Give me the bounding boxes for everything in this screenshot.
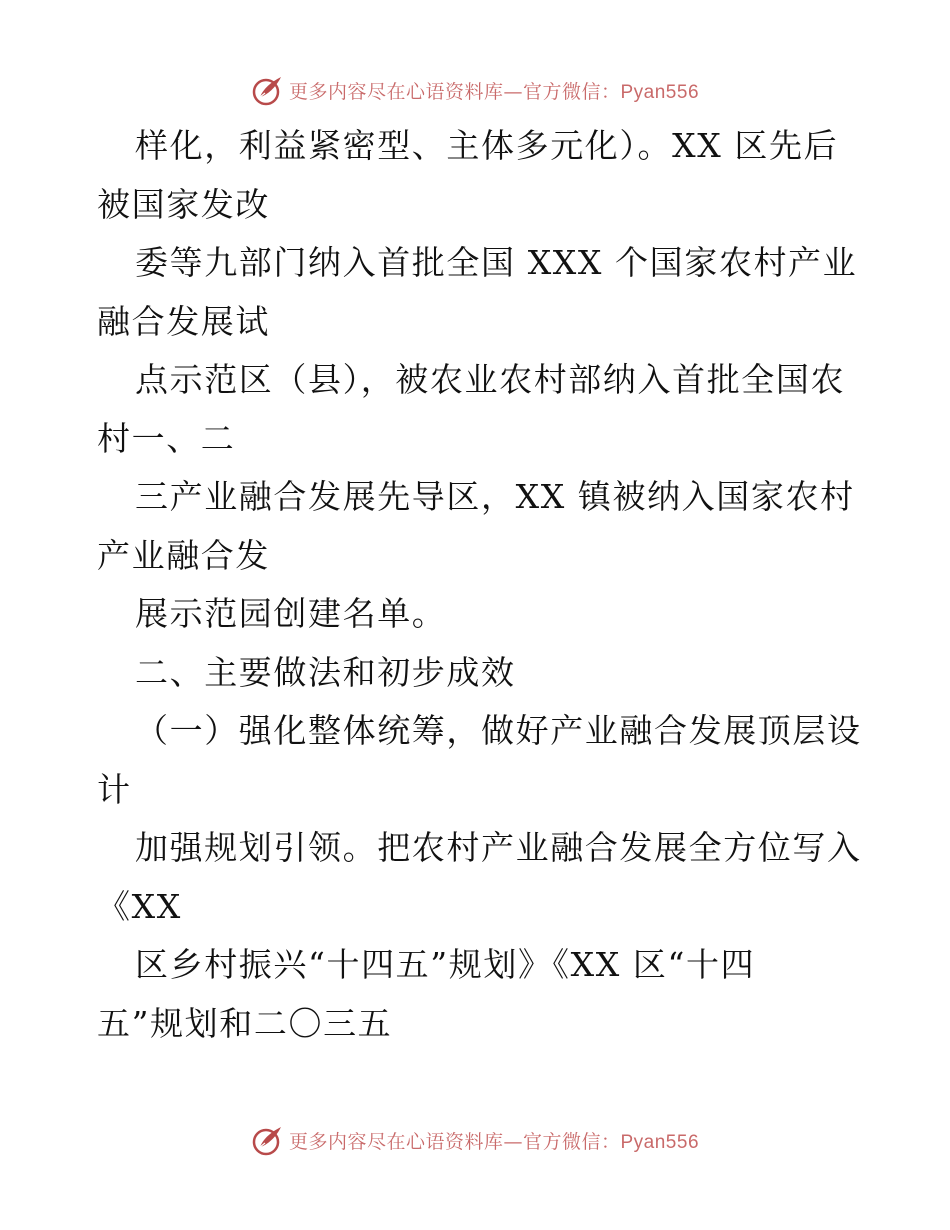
text-line: 委等九部门纳入首批全国 XXX 个国家农村产业 [135,243,858,282]
text-line: 被国家发改 [97,184,270,224]
quill-logo-icon [251,1123,285,1157]
text-line: 五”规划和二〇三五 [97,1003,393,1043]
text-line: 区乡村振兴“十四五”规划》《XX 区“十四 [135,945,756,984]
quill-logo-icon [251,73,285,107]
watermark-text: 更多内容尽在心语资料库—官方微信：Pyan556 [288,1130,700,1153]
text-line: 村一、二 [97,418,236,458]
text-line: 点示范区（县），被农业农村部纳入首批全国农 [135,360,846,399]
text-line: （一）强化整体统筹，做好产业融合发展顶层设 [135,711,862,750]
watermark-wechat-id: Pyan556 [620,1131,700,1153]
watermark-text: 更多内容尽在心语资料库—官方微信：Pyan556 [288,80,700,103]
text-line: 样化，利益紧密型、主体多元化）。XX 区先后 [135,126,839,165]
text-line: 展示范园创建名单。 [135,594,447,633]
watermark-wechat-id: Pyan556 [620,81,700,103]
text-line: 《XX [97,886,182,926]
footer-watermark [0,1120,950,1160]
text-line: 计 [97,769,132,809]
text-line: 加强规划引领。把农村产业融合发展全方位写入 [135,828,862,867]
document-body [97,117,867,1053]
text-line: 三产业融合发展先导区，XX 镇被纳入国家农村 [135,477,855,516]
text-line: 融合发展试 [97,301,270,341]
header-watermark [0,70,950,110]
text-line: 产业融合发 [97,535,270,575]
text-line: 二、主要做法和初步成效 [135,652,516,692]
